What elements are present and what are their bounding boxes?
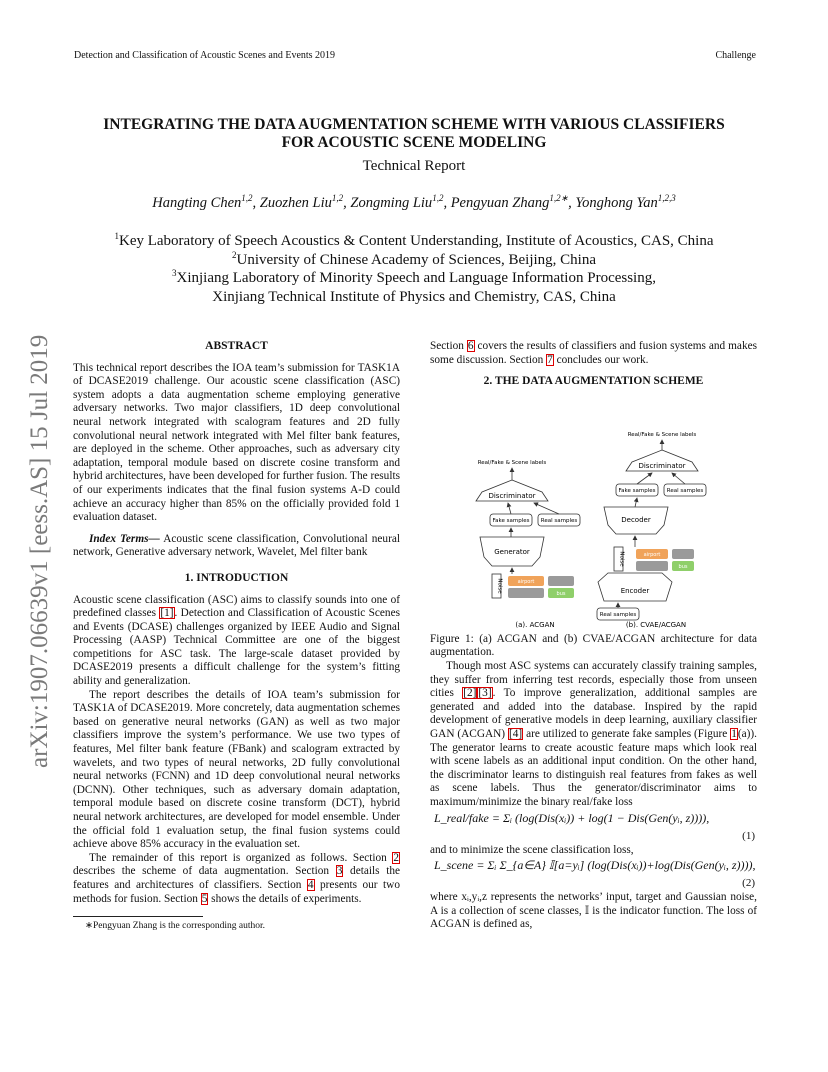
author-list: Hangting Chen$^{1,2}$, Zuozhen Liu$^{1,2}$, Zongming Liu$^{1,2}$, Pengyuan Zhang$^{1,2∗}$, Yonghong Yan$^{1,2,3}$: [152, 193, 676, 211]
author: Yonghong Yan: [575, 195, 658, 211]
eq-connector-text: and to minimize the scene classification loss,: [430, 843, 634, 856]
section-link[interactable]: 7: [547, 353, 553, 366]
paper-title-line1: INTEGRATING THE DATA AUGMENTATION SCHEME WITH VARIOUS CLASSIFIERS: [103, 116, 725, 133]
affiliation-line: $^2$University of Chinese Academy of Sciences, Beijing, China: [231, 249, 596, 268]
a-chip-gray: [508, 588, 544, 598]
index-terms-label: Index Terms—: [89, 532, 160, 545]
b-sublabel: (b). CVAE/ACGAN: [625, 620, 687, 629]
citation-link[interactable]: [2]: [463, 687, 477, 700]
right-column: [430, 340, 757, 932]
b-noise-label: Noise: [618, 551, 625, 567]
section-link[interactable]: 2: [393, 851, 399, 864]
author-affil-sup: 1,2: [241, 193, 253, 204]
b-encoder-label: Encoder: [620, 586, 650, 595]
affiliation-line: Xinjiang Technical Institute of Physics and Chemistry, CAS, China: [212, 288, 616, 305]
affiliation-line: $^1$Key Laboratory of Speech Acoustics & Content Understanding, Institute of Acoustics, CAS, China: [114, 231, 714, 249]
footnote-rule: [73, 916, 203, 917]
author: Pengyuan Zhang: [450, 195, 550, 211]
equation-1-number: (1): [742, 829, 755, 842]
architecture-diagram: [430, 397, 757, 629]
affiliations: [40, 232, 788, 306]
index-terms-text: Acoustic scene classification, Convolutional neural network, Generative adversary network, Wavelet, Mel filter bank: [73, 532, 400, 559]
b-real-label: Real samples: [666, 487, 704, 494]
a-fake-label: Fake samples: [492, 517, 530, 524]
author-affil-sup: 1,2: [331, 193, 344, 204]
a-discriminator-label: Discriminator: [488, 491, 536, 500]
a-chip-gray: [548, 576, 574, 586]
intro-paragraph-3: The remainder of this report is organized as follows. Section 2 describes the scheme of data augmentation. Section 3 details the features and architectures of classifiers. Section 4 presents our two methods for fusion. Section 5 shows the details of experiments.: [73, 851, 400, 905]
figure-caption: Figure 1: (a) ACGAN and (b) CVAE/ACGAN architecture for data augmentation.: [430, 632, 757, 659]
b-discriminator-label: Discriminator: [638, 461, 686, 470]
arxiv-stamp: [18, 290, 58, 770]
b-chip-gray: [672, 549, 694, 559]
a-real-label: Real samples: [540, 517, 578, 524]
author: Hangting Chen: [152, 195, 242, 211]
citation-link[interactable]: [4]: [508, 727, 523, 740]
sec2-paragraph-1: Though most ASC systems can accurately classify training samples, they suffer from inferring test records, especially those from unseen cities [2] [3]. To improve generalization, additional samples are generated and added into the database. Inspired by the rapid development of generative models in deep learning, auxiliary classifier GAN (ACGAN) [4] are utilized to generate fake samples (Figure 1(a)). The generator learns to create acoustic feature maps which look real with scene labels as an additional input condition. On the other hand, the discriminator learns to distinguish real features from fakes as well as scene labels. Thus the generator/discriminator aims to maximum/minimize the binary real/fake loss: [430, 659, 758, 808]
equation-2-number: (2): [742, 877, 755, 890]
a-chip-bus-label: bus: [556, 590, 566, 597]
intro-paragraph-2: The report describes the details of IOA team’s submission for TASK1A of DCASE2019. More concretely, data augmentation schemes based on generative neural networks (GAN) as well as two major classifiers improve the system’s performance. We use two types of features, Mel filter bank feature (FBank) and scalogram extracted by wavelets, and two types of neural networks, 2D fully convolutional neural networks (FCNN) and 1D deep convolutional neural networks (DCNN). Other techniques, such as adversary domain adaptation, temporal module based on discrete cosine transform (DCT), hybrid neural network architectures, are developed for model ensemble. Under the official fold 1 evaluation setup, the final fusion systems could achieve above 85% accuracy in the evaluation set.: [73, 688, 400, 851]
b-decoder-label: Decoder: [621, 515, 651, 524]
affiliation-line: $^3$Xinjiang Laboratory of Minority Speech and Language Information Processing,: [172, 268, 656, 286]
equation-2: [430, 857, 757, 890]
b-top-label: Real/Fake & Scene labels: [627, 431, 697, 438]
arxiv-stamp-text: arXiv:1907.06639v1 [eess.AS] 15 Jul 2019: [26, 334, 53, 768]
section-link[interactable]: 3: [336, 865, 343, 878]
abstract-text: This technical report describes the IOA team’s submission for TASK1A of DCASE2019 challenge. Our acoustic scene classification (ASC) system adopts a data augmentation scheme employing generative adversary networks. Two major classifiers, 1D deep convolutional neural network integrated with scalogram features and 2D fully convolutional neural network integrated with Mel filter bank features, are deployed in the scheme. Other approaches, such as adversary city adaptation, temporal module based on discrete cosine transform and hybrid architectures, have been developed for further fusion. The results of our experiments indicates that the final fusion systems A-D could achieve an accuracy higher than 85% on the officially provided fold 1 evaluation dataset.: [73, 361, 400, 524]
author: Zongming Liu: [350, 195, 433, 211]
left-column: [73, 340, 400, 934]
author-affil-sup: 1,2,3: [657, 193, 676, 204]
a-chip-airport-label: airport: [517, 578, 535, 585]
citation-link[interactable]: [1]: [160, 607, 174, 620]
author-affil-sup: 1,2∗: [549, 193, 569, 204]
a-sublabel: (a). ACGAN: [515, 620, 555, 629]
citation-link[interactable]: [3]: [478, 687, 492, 700]
running-header-right: Challenge: [715, 50, 756, 61]
intro-heading: 1. INTRODUCTION: [184, 571, 289, 584]
author: Zuozhen Liu: [259, 195, 332, 211]
section-link[interactable]: 4: [307, 878, 314, 891]
b-fake-label: Fake samples: [618, 487, 656, 494]
figure-1: [430, 397, 757, 629]
section2-heading: 2. THE DATA AUGMENTATION SCHEME: [483, 375, 704, 388]
footnote: ∗Pengyuan Zhang is the corresponding author.: [85, 921, 265, 932]
paper-subtitle: Technical Report: [362, 158, 466, 174]
sec2-paragraph-2: where xᵢ,yᵢ,z represents the networks’ input, target and Gaussian noise, A is a collection of scene classes, 𝕀 is the indicator function. The loss of ACGAN is defined as,: [430, 891, 757, 931]
section-link[interactable]: 6: [467, 340, 474, 352]
a-noise-label: Noise: [496, 578, 503, 594]
author-affil-sup: 1,2: [432, 193, 444, 204]
section-link[interactable]: 5: [201, 892, 208, 905]
abstract-heading: ABSTRACT: [205, 340, 268, 352]
b-chip-gray: [636, 561, 668, 571]
a-generator-label: Generator: [494, 547, 530, 556]
a-top-label: Real/Fake & Scene labels: [477, 459, 547, 466]
continued-paragraph: Section 6 covers the results of classifiers and fusion systems and makes some discussion. Section 7 concludes our work.: [430, 340, 757, 366]
figure-link[interactable]: 1: [731, 727, 737, 740]
paper-title-line2: FOR ACOUSTIC SCENE MODELING: [281, 134, 547, 151]
equation-1-body: L_real/fake = Σᵢ (log(Dis(xᵢ)) + log(1 − Dis(Gen(yᵢ, z)))),: [434, 810, 710, 825]
index-terms: [73, 533, 400, 560]
paper-title: [60, 116, 768, 152]
running-header-left: Detection and Classification of Acoustic Scenes and Events 2019: [74, 50, 336, 61]
b-real-bottom-label: Real samples: [599, 611, 637, 618]
b-chip-bus-label: bus: [678, 563, 688, 570]
b-chip-airport-label: airport: [643, 551, 661, 558]
intro-paragraph-1: Acoustic scene classification (ASC) aims to classify sounds into one of predefined classes [1]. Detection and Classification of Acoustic Scenes and Events (DCASE) challenges organized by IEEE Audio and Signal Processing (AASP) Technical Committee are one of the biggest competitions for ASC task. The large-scale dataset provided by DCASE2019 presents a difficult challenge for the system’s fitting ability and generalization.: [73, 593, 400, 688]
equation-2-body: L_scene = Σᵢ Σ_{a∈A} 𝕀[a=yᵢ] (log(Dis(xᵢ))+log(Dis(Gen(yᵢ, z)))),: [434, 858, 756, 873]
equation-1: [430, 810, 757, 842]
